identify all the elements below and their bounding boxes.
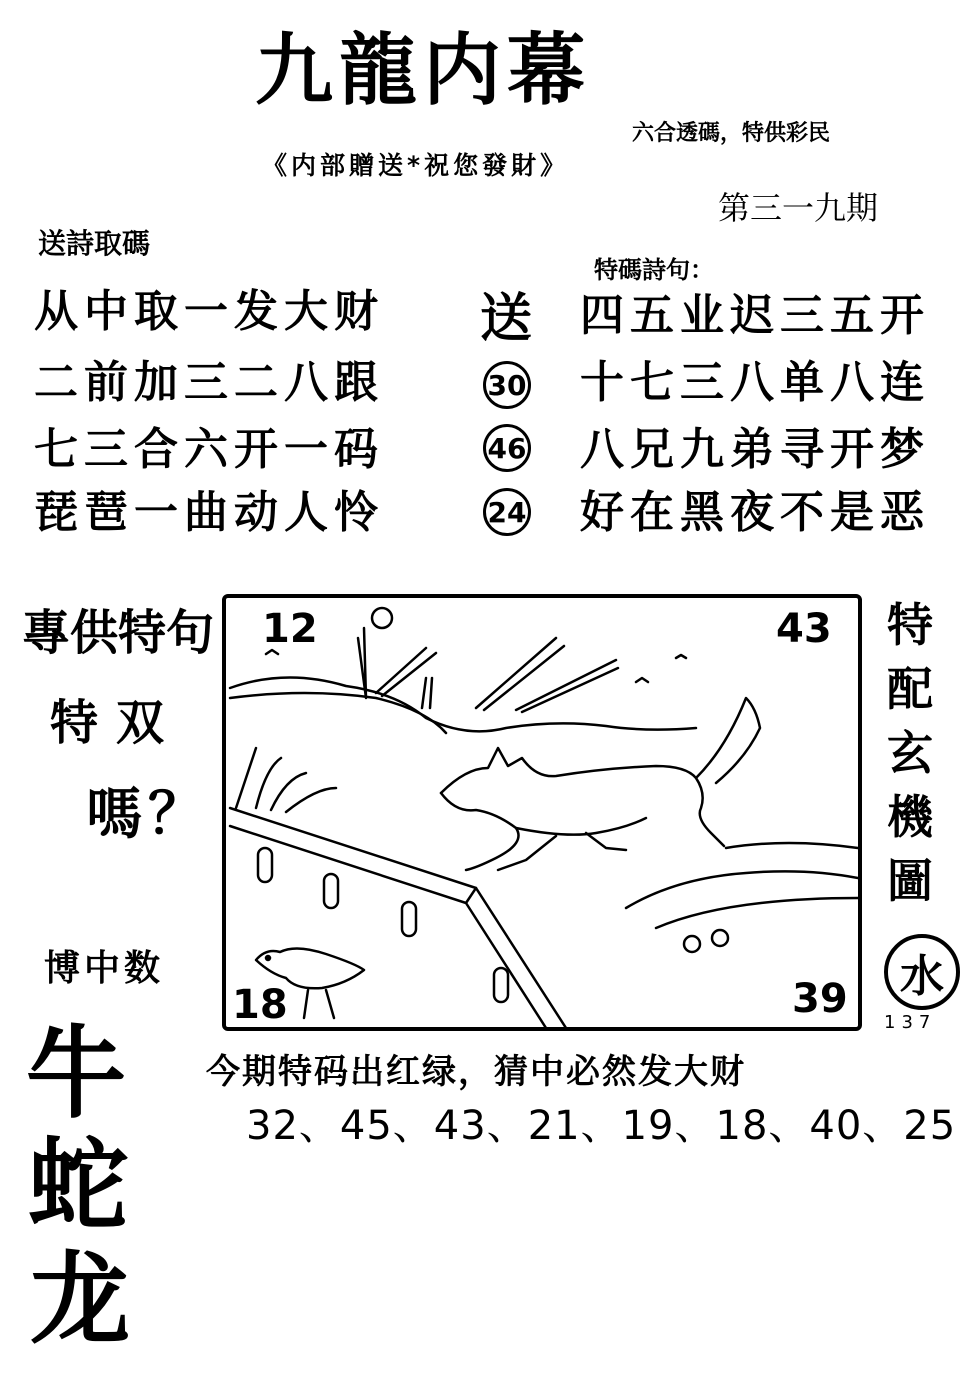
page-title: 九龍内幕	[255, 26, 592, 116]
left-poem-line-3: 七三合六开一码	[34, 424, 384, 475]
illustration-number-top-left: 12	[262, 606, 318, 652]
zodiac-pick-3: 龙	[30, 1241, 130, 1358]
left-poem-label: 送詩取碼	[38, 227, 151, 260]
illustration-number-bottom-left: 18	[232, 982, 288, 1028]
illustration-number-bottom-right: 39	[792, 976, 848, 1022]
vertical-char-1: 特	[887, 598, 933, 652]
zodiac-pick-1: 牛	[26, 1015, 126, 1132]
vertical-char-4: 機	[887, 790, 933, 844]
bottom-numbers: 32、45、43、21、19、18、40、25	[246, 1103, 957, 1149]
vertical-char-3: 玄	[887, 726, 933, 780]
illustration-frame	[222, 594, 862, 1031]
left-poem-line-4: 琵琶一曲动人怜	[34, 487, 384, 538]
vertical-char-5: 圖	[887, 854, 933, 908]
fox-landscape-drawing	[226, 598, 858, 1027]
page-number: 137	[884, 1012, 937, 1033]
illustration-number-top-right: 43	[776, 606, 832, 652]
bozhong-label: 博中数	[44, 948, 165, 989]
tagline: 六合透碼，特供彩民	[632, 121, 831, 146]
circled-number-3: 24	[483, 488, 531, 536]
vertical-char-2: 配	[887, 662, 933, 716]
right-poem-line-1: 四五业迟三五开	[580, 290, 930, 341]
special-line-1: 特双	[50, 695, 183, 751]
zodiac-pick-2: 蛇	[28, 1127, 128, 1244]
right-poem-label: 特碼詩句：	[594, 256, 714, 284]
right-poem-line-4: 好在黑夜不是恶	[580, 487, 930, 538]
right-poem-line-3: 八兄九弟寻开梦	[580, 424, 930, 475]
special-line-2: 嗎？	[86, 782, 210, 847]
right-poem-line-2: 十七三八单八连	[580, 357, 930, 408]
issue-number: 第三一九期	[718, 189, 879, 227]
element-badge: 水	[884, 934, 960, 1010]
subtitle: 《内部贈送*祝您發財》	[262, 151, 570, 180]
circled-number-1: 30	[483, 361, 531, 409]
send-character: 送	[480, 289, 533, 349]
circled-number-2: 46	[483, 424, 531, 472]
left-poem-line-1: 从中取一发大财	[34, 286, 384, 337]
special-label: 專供特句	[22, 605, 215, 661]
bottom-slogan: 今期特码出红绿，猜中必然发大财	[206, 1052, 746, 1092]
right-vertical-title	[880, 598, 940, 922]
left-poem-line-2: 二前加三二八跟	[34, 357, 384, 408]
